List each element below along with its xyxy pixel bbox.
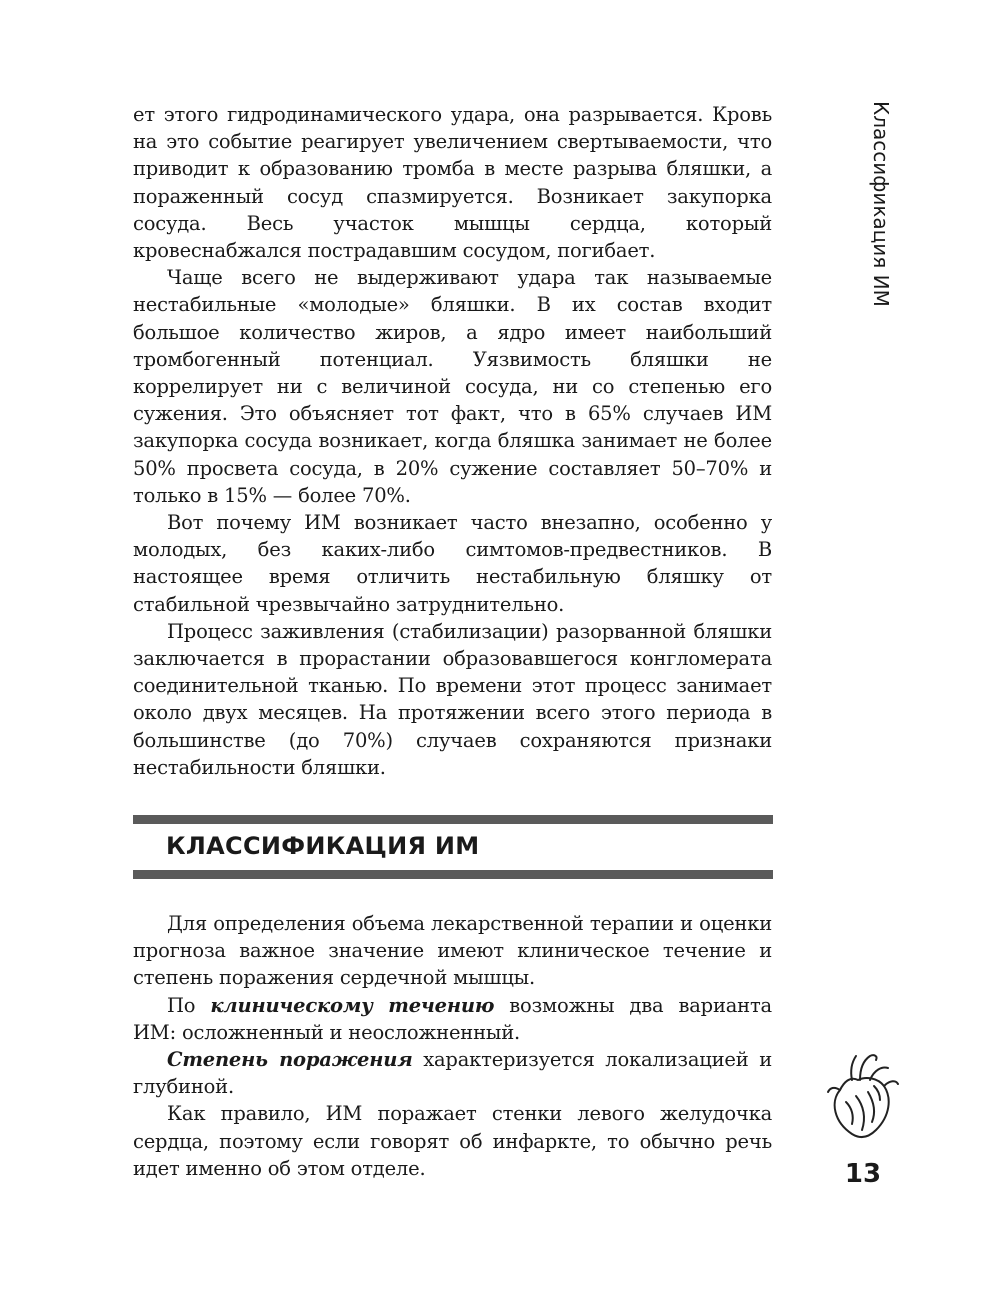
paragraph: Чаще всего не выдерживают удара так называемые нестабильные «молодые» бляшки. В их состав входит большое количество жиров, а ядро имеет наибольший тромбогенный потенциал. Уязвимость бляшки не коррелирует ни с величиной сосуда, ни со степенью его сужения. Это объясняет тот факт, что в 65% случаев ИМ закупорка сосуда возникает, когда бляшка занимает не более 50% просвета сосуда, в 20% сужение составляет 50–70% и только в 15% — более 70%. bbox=[133, 266, 772, 507]
paragraph: ет этого гидродинамического удара, она разрывается. Кровь на это событие реагирует увеличением свертываемости, что приводит к образованию тромба в месте разрыва бляшки, а пораженный сосуд спазмируется. Возникает закупорка сосуда. Весь участок мышцы сердца, который кровеснабжался пострадавшим сосудом, погибает. bbox=[133, 103, 772, 263]
running-head-text: Классификация ИМ bbox=[869, 101, 893, 307]
paragraph: Как правило, ИМ поражает стенки левого желудочка сердца, поэтому если говорят об инфаркте, то обычно речь идет именно об этом отделе. bbox=[133, 1102, 772, 1180]
paragraph bbox=[133, 992, 772, 1046]
section-rule-top bbox=[133, 815, 773, 824]
paragraph: Процесс заживления (стабилизации) разорванной бляшки заключается в прорастании образовавшегося конгломерата соединительной тканью. По времени этот процесс занимает около двух месяцев. На протяжении всего этого периода в большинстве (до 70%) случаев сохраняются признаки нестабильности бляшки. bbox=[133, 619, 772, 779]
top-text-block bbox=[133, 101, 772, 781]
emphasized-term: Степень поражения bbox=[167, 1048, 413, 1072]
paragraph: Для определения объема лекарственной терапии и оценки прогноза важное значение имеют клиническое течение и степень поражения сердечной мышцы. bbox=[133, 912, 772, 990]
text-run: возможны два варианта ИМ: осложненный и неосложненный. bbox=[133, 993, 772, 1044]
running-head bbox=[868, 101, 894, 331]
paragraph bbox=[133, 1046, 772, 1100]
heart-icon bbox=[826, 1050, 900, 1142]
emphasized-term: клиническому течению bbox=[210, 993, 495, 1017]
text-run: По bbox=[167, 993, 211, 1017]
section-rule-bottom bbox=[133, 870, 773, 879]
bottom-text-block bbox=[133, 910, 772, 1182]
page-number: 13 bbox=[844, 1159, 882, 1189]
paragraph: Вот почему ИМ возникает часто внезапно, особенно у молодых, без каких-либо симтомов-предвестников. В настоящее время отличить нестабильную бляшку от стабильной чрезвычайно затруднительно. bbox=[133, 511, 772, 616]
text-run: характеризуется локализацией и глубиной. bbox=[133, 1048, 772, 1099]
section-heading: КЛАССИФИКАЦИЯ ИМ bbox=[166, 832, 480, 860]
